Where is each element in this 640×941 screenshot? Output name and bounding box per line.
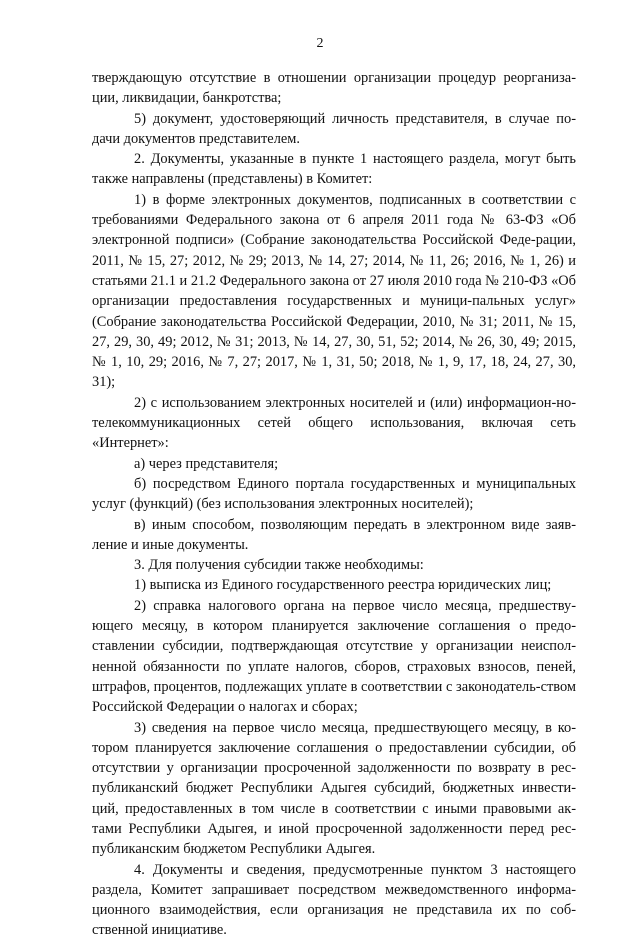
paragraph-item-5-identity-document: 5) документ, удостоверяющий личность представителя, в случае по-дачи документов представителем.: [92, 110, 576, 147]
paragraph-section-4: 4. Документы и сведения, предусмотренные пунктом 3 настоящего раздела, Комитет запрашивает посредством межведомственного информа-ционного взаимодействия, если организация не представила их по соб-ственной инициативе.: [92, 861, 576, 939]
paragraph-other-means: в) иным способом, позволяющим передать в электронном виде заяв-ление и иные документы.: [92, 516, 576, 553]
paragraph-via-representative: а) через представителя;: [134, 455, 279, 472]
paragraph-section-3: 3. Для получения субсидии также необходимы:: [134, 557, 424, 574]
paragraph-registry-extract: 1) выписка из Единого государственного реестра юридических лиц;: [134, 577, 552, 594]
document-body: [92, 68, 576, 941]
paragraph-electronic-documents: 1) в форме электронных документов, подписанных в соответствии с требованиями Федерального закона от 6 апреля 2011 года № 63-ФЗ «Об электронной подписи» (Собрание законодательства Российской Феде-рации, 2011, № 15, 27; 2012, № 29; 2013, № 14, 27; 2014, № 11, 26; 2016, № 1, 26) и статьями 21.1 и 21.2 Федерального закона от 27 июля 2010 года № 210-ФЗ «Об организации предоставления государственных и муници-пальных услуг» (Собрание законодательства Российской Федерации, 2010, № 31; 2011, № 15, 27, 29, 30, 49; 2012, № 31; 2013, № 14, 27, 30, 51, 52; 2014, № 26, 30, 49; 2015, № 1, 10, 29; 2016, № 7, 27; 2017, № 1, 31, 50; 2018, № 1, 9, 17, 18, 24, 27, 30, 31);: [92, 191, 576, 391]
paragraph-debt-information: 3) сведения на первое число месяца, предшествующего месяцу, в ко-тором планируется заключение соглашения о предоставлении субсидии, об отсутствии у организации просроченной задолженности по возврату в рес-публиканский бюджет Республики Адыгея субсидий, бюджетных инвести-ций, предоставленных в том числе в соответствии с иными правовыми ак-тами Республики Адыгея, и иной просроченной задолженности перед рес-публиканским бюджетом Республики Адыгея.: [92, 719, 576, 858]
paragraph-electronic-carriers: 2) с использованием электронных носителей и (или) информацион-но-телекоммуникационных сетей общего использования, включая сеть «Интернет»:: [92, 394, 576, 452]
page-number: 2: [316, 36, 324, 51]
paragraph-continued: тверждающую отсутствие в отношении организации процедур реорганиза-ции, ликвидации, банкротства;: [92, 70, 576, 107]
paragraph-via-unified-portal: б) посредством Единого портала государственных и муниципальных услуг (функций) (без использования электронных носителей);: [92, 475, 576, 513]
paragraph-tax-certificate: 2) справка налогового органа на первое число месяца, предшеству-ющего месяцу, в котором планируется заключение соглашения о предо-ставлении субсидии, подтверждающая отсутствие у организации неиспол-ненной обязанности по уплате налогов, сборов, страховых взносов, пеней, штрафов, процентов, подлежащих уплате в соответствии с законодатель-ством Российской Федерации о налогах и сборах;: [92, 597, 576, 716]
paragraph-section-2: 2. Документы, указанные в пункте 1 настоящего раздела, могут быть также направлены (представлены) в Комитет:: [92, 151, 576, 188]
